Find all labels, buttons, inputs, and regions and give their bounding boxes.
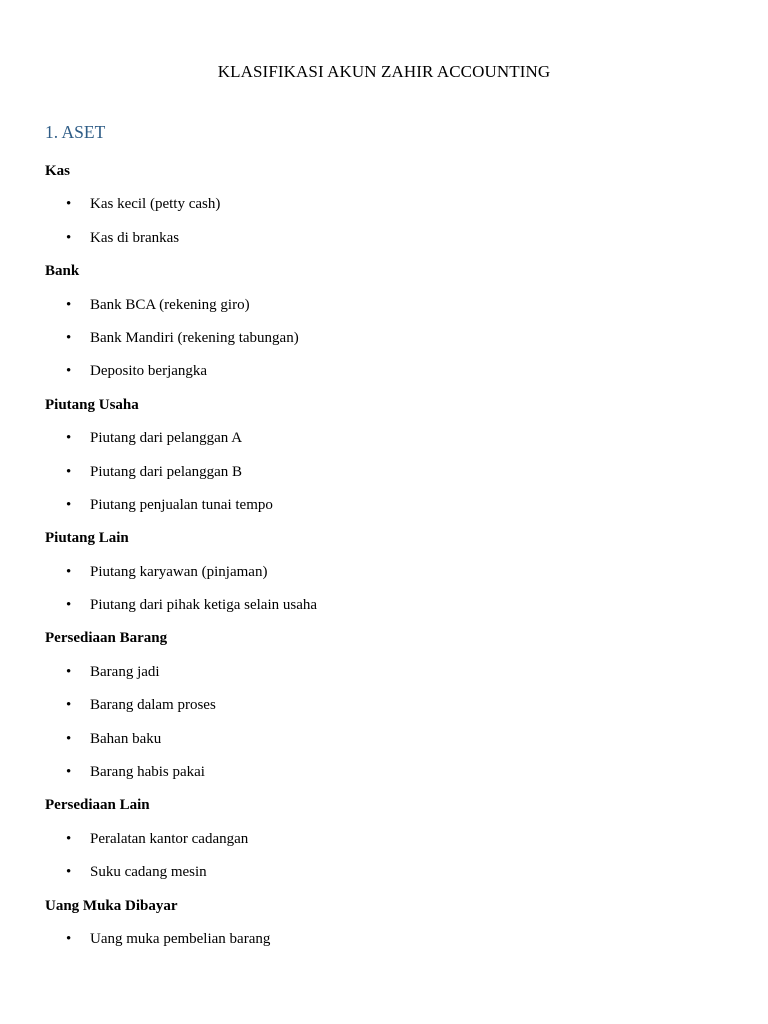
bullet-icon: • [66, 864, 72, 881]
list-item [45, 461, 725, 494]
group-title: Piutang Lain [45, 530, 129, 547]
list-item [45, 227, 725, 260]
bullet-icon: • [66, 496, 72, 513]
list-item-label: Kas kecil (petty cash) [90, 196, 221, 213]
list-item [45, 761, 725, 794]
bullet-icon: • [66, 463, 72, 480]
list-item [45, 360, 725, 393]
account-groups [45, 160, 725, 961]
account-group [45, 260, 725, 394]
list-item [45, 594, 725, 627]
group-title: Bank [45, 263, 80, 280]
bullet-icon: • [66, 930, 72, 947]
list-item [45, 561, 725, 594]
list-item-label: Kas di brankas [90, 229, 180, 246]
list-item [45, 294, 725, 327]
list-item-label: Bahan baku [90, 730, 162, 747]
list-item-label: Bank BCA (rekening giro) [90, 296, 250, 313]
bullet-icon: • [66, 597, 72, 614]
account-group [45, 794, 725, 894]
list-item-label: Suku cadang mesin [90, 864, 207, 881]
list-item-label: Barang habis pakai [90, 764, 205, 781]
bullet-icon: • [66, 764, 72, 781]
bullet-icon: • [66, 329, 72, 346]
group-item-list [45, 661, 725, 795]
list-item-label: Piutang penjualan tunai tempo [90, 496, 273, 513]
group-title: Uang Muka Dibayar [45, 897, 178, 914]
list-item [45, 861, 725, 894]
list-item [45, 327, 725, 360]
bullet-icon: • [66, 196, 72, 213]
list-item-label: Piutang karyawan (pinjaman) [90, 563, 268, 580]
bullet-icon: • [66, 663, 72, 680]
group-item-list [45, 294, 725, 394]
bullet-icon: • [66, 430, 72, 447]
document-title: KLASIFIKASI AKUN ZAHIR ACCOUNTING [217, 62, 551, 81]
group-item-list [45, 928, 725, 961]
list-item-label: Barang jadi [90, 663, 160, 680]
bullet-icon: • [66, 363, 72, 380]
bullet-icon: • [66, 563, 72, 580]
account-group [45, 527, 725, 627]
account-group [45, 394, 725, 528]
bullet-icon: • [66, 697, 72, 714]
group-item-list [45, 828, 725, 895]
section-heading-aset: 1. ASET [45, 122, 106, 142]
bullet-icon: • [66, 830, 72, 847]
list-item [45, 193, 725, 226]
account-group [45, 895, 725, 962]
list-item [45, 928, 725, 961]
list-item [45, 494, 725, 527]
list-item [45, 427, 725, 460]
list-item [45, 828, 725, 861]
list-item-label: Piutang dari pelanggan B [90, 463, 243, 480]
list-item-label: Peralatan kantor cadangan [90, 830, 249, 847]
list-item-label: Piutang dari pihak ketiga selain usaha [90, 597, 318, 614]
group-title: Kas [45, 163, 71, 179]
list-item-label: Barang dalam proses [90, 697, 216, 714]
list-item-label: Uang muka pembelian barang [90, 930, 271, 947]
group-title: Persediaan Barang [45, 630, 168, 647]
bullet-icon: • [66, 730, 72, 747]
group-title: Persediaan Lain [45, 797, 150, 814]
list-item [45, 728, 725, 761]
bullet-icon: • [66, 229, 72, 246]
group-item-list [45, 427, 725, 527]
account-group [45, 160, 725, 260]
group-item-list [45, 193, 725, 260]
list-item-label: Piutang dari pelanggan A [90, 430, 243, 447]
list-item [45, 694, 725, 727]
group-item-list [45, 561, 725, 628]
list-item-label: Deposito berjangka [90, 363, 208, 380]
list-item [45, 661, 725, 694]
group-title: Piutang Usaha [45, 396, 139, 413]
list-item-label: Bank Mandiri (rekening tabungan) [90, 329, 299, 346]
account-group [45, 627, 725, 794]
bullet-icon: • [66, 296, 72, 313]
